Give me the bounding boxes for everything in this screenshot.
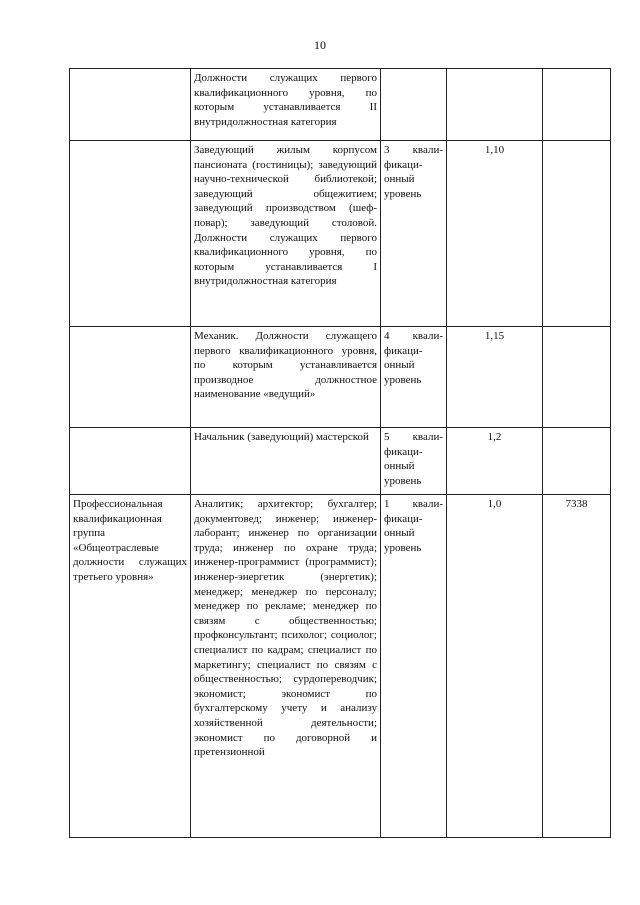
level-cell: 4 квали-фикаци-онный уровень: [381, 327, 447, 428]
group-cell: [70, 327, 191, 428]
salary-cell: [543, 428, 611, 495]
group-cell: [70, 428, 191, 495]
table-row: [70, 69, 611, 141]
salary-cell: 7338: [543, 495, 611, 838]
level-cell: 5 квали-фикаци-онный уровень: [381, 428, 447, 495]
salary-cell: [543, 69, 611, 141]
table-row: [70, 428, 611, 495]
page-number: 10: [314, 38, 326, 52]
positions-cell: Механик. Должности служащего первого квалификационного уровня, по которым устанавливается производное должностное наименование «ведущий»: [191, 327, 381, 428]
level-cell: [381, 69, 447, 141]
positions-cell: Заведующий жилым корпусом пансионата (гостиницы); заведующий научно-технической библиотекой; заведующий общежитием; заведующий производством (шеф-повар); заведующий столовой. Должности служащих первого квалификационного уровня, по которым устанавливается I внутридолжностная категория: [191, 141, 381, 327]
coefficient-cell: 1,15: [447, 327, 543, 428]
table-row: [70, 327, 611, 428]
salary-cell: [543, 141, 611, 327]
level-cell: 3 квали-фикаци-онный уровень: [381, 141, 447, 327]
salary-cell: [543, 327, 611, 428]
table-row: [70, 495, 611, 838]
positions-cell: Аналитик; архитектор; бухгалтер; документовед; инженер; инженер-лаборант; инженер по организации труда; инженер по охране труда; инженер-программист (программист); инженер-энергетик (энергетик); менеджер; менеджер по персоналу; менеджер по рекламе; менеджер по связям с общественностью; профконсультант; психолог; социолог; специалист по кадрам; специалист по маркетингу; специалист по связям с общественностью; сурдопереводчик; экономист; экономист по бухгалтерскому учету и анализу хозяйственной деятельности; экономист по договорной и претензионной: [191, 495, 381, 838]
qualification-table: [69, 68, 611, 838]
group-cell: Профессиональная квалификационная группа «Общеотраслевые должности служащих третьего уровня»: [70, 495, 191, 838]
table-row: [70, 141, 611, 327]
level-cell: 1 квали-фикаци-онный уровень: [381, 495, 447, 838]
positions-cell: Должности служащих первого квалификационного уровня, по которым устанавливается II внутридолжностная категория: [191, 69, 381, 141]
group-cell: [70, 141, 191, 327]
positions-cell: Начальник (заведующий) мастерской: [191, 428, 381, 495]
coefficient-cell: [447, 69, 543, 141]
coefficient-cell: 1,0: [447, 495, 543, 838]
coefficient-cell: 1,2: [447, 428, 543, 495]
group-cell: [70, 69, 191, 141]
coefficient-cell: 1,10: [447, 141, 543, 327]
